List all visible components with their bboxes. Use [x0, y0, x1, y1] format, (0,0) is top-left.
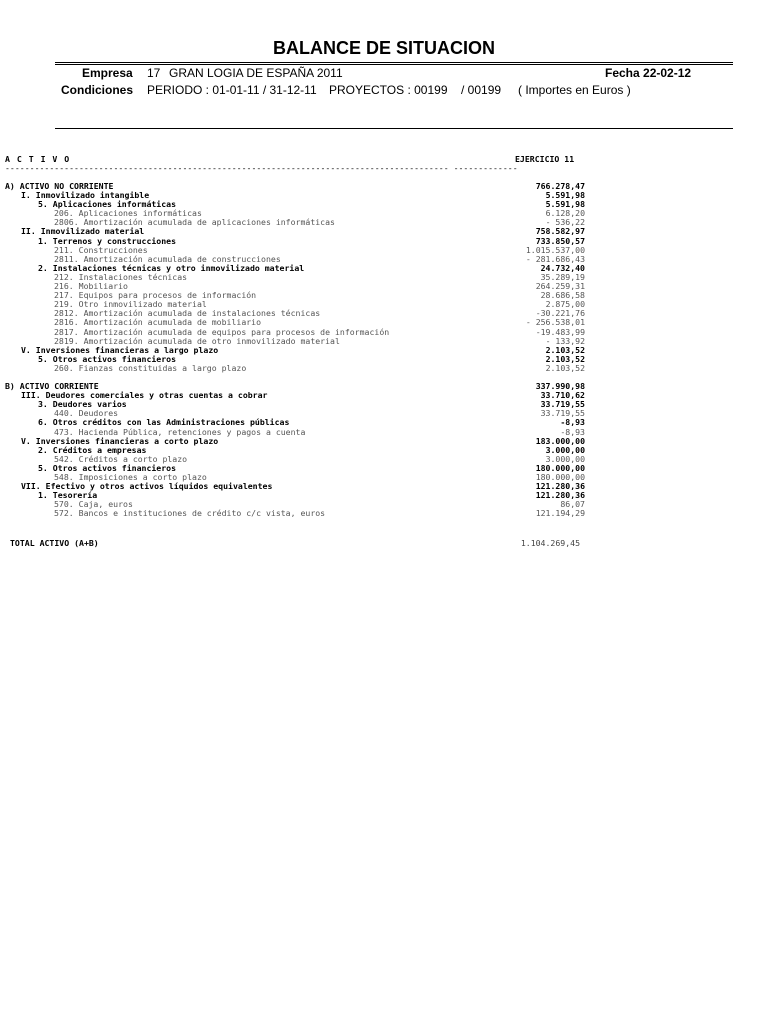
row-amount: 28.686,58 [540, 290, 585, 301]
section-title: A C T I V O [5, 154, 71, 164]
row-label: V. Inversiones financieras a corto plazo [21, 435, 219, 446]
empresa-label: Empresa [82, 66, 133, 80]
row-label: 2806. Amortización acumulada de aplicaciones informáticas [54, 217, 335, 228]
row-label: 6. Otros créditos con las Administraciones públicas [38, 417, 290, 428]
row-label: 5. Aplicaciones informáticas [38, 199, 177, 210]
balance-row [5, 509, 585, 518]
row-amount: 121.280,36 [535, 481, 585, 492]
row-amount: 86,07 [560, 499, 585, 510]
row-label: 5. Otros activos financieros [38, 462, 177, 473]
row-amount: 24.732,40 [540, 262, 585, 273]
row-label: 2. Créditos a empresas [38, 444, 147, 455]
row-amount: 3.000,00 [545, 453, 585, 464]
row-label: 212. Instalaciones técnicas [54, 271, 188, 282]
row-amount: - 133,92 [545, 335, 585, 346]
row-label: 5. Otros activos financieros [38, 353, 177, 364]
empresa-code: 17 [147, 66, 161, 80]
row-amount: 766.278,47 [535, 181, 585, 191]
importes-note: ( Importes en Euros ) [518, 83, 631, 97]
row-amount: -30.221,76 [535, 308, 585, 319]
balance-row [5, 364, 585, 373]
row-amount: 121.280,36 [535, 490, 585, 501]
row-amount: 337.990,98 [535, 381, 585, 392]
row-label: 572. Bancos e instituciones de crédito c/c vista, euros [54, 508, 326, 519]
row-amount: 5.591,98 [545, 199, 585, 210]
row-amount: 3.000,00 [545, 444, 585, 455]
row-label: 542. Créditos a corto plazo [54, 453, 188, 464]
total-amount: 1.104.269,45 [520, 538, 580, 548]
total-row [10, 538, 580, 548]
row-label: 2816. Amortización acumulada de mobiliario [54, 317, 262, 328]
empresa-name: GRAN LOGIA DE ESPAÑA 2011 [169, 66, 343, 80]
row-amount: 733.850,57 [535, 235, 585, 246]
row-amount: - 281.686,43 [525, 253, 585, 264]
row-label: 473. Hacienda Pública, retenciones y pagos a cuenta [54, 426, 306, 437]
row-label: 219. Otro inmovilizado material [54, 299, 207, 310]
row-amount: 758.582,97 [535, 226, 585, 237]
row-amount: -19.483,99 [535, 326, 585, 337]
row-label: B) ACTIVO CORRIENTE [5, 381, 99, 392]
row-label: 440. Deudores [54, 408, 119, 419]
row-amount: 180.000,00 [535, 472, 585, 482]
row-label: I. Inmovilizado intangible [21, 190, 150, 201]
row-label: III. Deudores comerciales y otras cuentas a cobrar [21, 390, 268, 401]
row-amount: 2.103,52 [545, 362, 585, 373]
header-bottom-rule [55, 128, 733, 129]
row-amount: 264.259,31 [535, 281, 585, 292]
row-label: 260. Fianzas constituidas a largo plazo [54, 362, 247, 373]
row-amount: -8,93 [560, 426, 585, 437]
row-label: 216. Mobiliario [54, 281, 128, 292]
proyectos-hasta-text: / 00199 [461, 83, 502, 97]
row-amount: 1.015.537,00 [525, 244, 585, 255]
header-double-rule [55, 62, 733, 65]
row-label: 2811. Amortización acumulada de construcciones [54, 253, 281, 264]
row-amount: - 536,22 [545, 217, 585, 228]
row-amount: 5.591,98 [545, 190, 585, 201]
row-amount: 2.103,52 [545, 344, 585, 355]
row-label: 548. Imposiciones a corto plazo [54, 472, 207, 482]
row-label: 1. Terrenos y construcciones [38, 235, 177, 246]
row-label: II. Inmovilizado material [21, 226, 145, 237]
report-title: BALANCE DE SITUACION [272, 38, 495, 58]
row-amount: 33.719,55 [540, 408, 585, 419]
row-label: 206. Aplicaciones informáticas [54, 208, 202, 219]
row-amount: 2.875,00 [545, 299, 585, 310]
row-amount: 6.128,20 [545, 208, 585, 219]
balance-rows [5, 182, 585, 518]
row-label: 2819. Amortización acumulada de otro inmovilizado material [54, 335, 340, 346]
total-label: TOTAL ACTIVO (A+B) [10, 538, 99, 548]
report-date: Fecha 22-02-12 [605, 66, 692, 80]
row-label: 2817. Amortización acumulada de equipos para procesos de información [54, 326, 390, 337]
row-amount: 35.289,19 [540, 271, 585, 282]
row-label: 3. Deudores varios [38, 399, 127, 410]
row-amount: 121.194,29 [535, 508, 585, 519]
row-amount: 33.710,62 [540, 390, 585, 401]
dash-separator: ------------------------------------------------------------------------------------------ ------------- [5, 164, 518, 173]
row-amount: 183.000,00 [535, 435, 585, 446]
row-label: 1. Tesorería [38, 490, 98, 501]
row-label: A) ACTIVO NO CORRIENTE [5, 181, 114, 191]
row-amount: 180.000,00 [535, 462, 585, 473]
row-label: 211. Construcciones [54, 244, 148, 255]
row-label: 217. Equipos para procesos de información [54, 290, 257, 301]
periodo-text: PERIODO : 01-01-11 / 31-12-11 [147, 83, 317, 97]
row-amount: 2.103,52 [545, 353, 585, 364]
row-amount: - 256.538,01 [525, 317, 585, 328]
row-label: 2. Instalaciones técnicas y otro inmovilizado material [38, 262, 305, 273]
row-amount: -8,93 [560, 417, 585, 428]
row-label: VII. Efectivo y otros activos líquidos equivalentes [21, 481, 273, 492]
row-label: 2812. Amortización acumulada de instalaciones técnicas [54, 308, 321, 319]
condiciones-label: Condiciones [61, 83, 134, 97]
row-label: V. Inversiones financieras a largo plazo [21, 344, 219, 355]
row-amount: 33.719,55 [540, 399, 585, 410]
row-label: 570. Caja, euros [54, 499, 133, 510]
proyectos-text: PROYECTOS : 00199 [329, 83, 448, 97]
column-header: EJERCICIO 11 [515, 154, 575, 164]
